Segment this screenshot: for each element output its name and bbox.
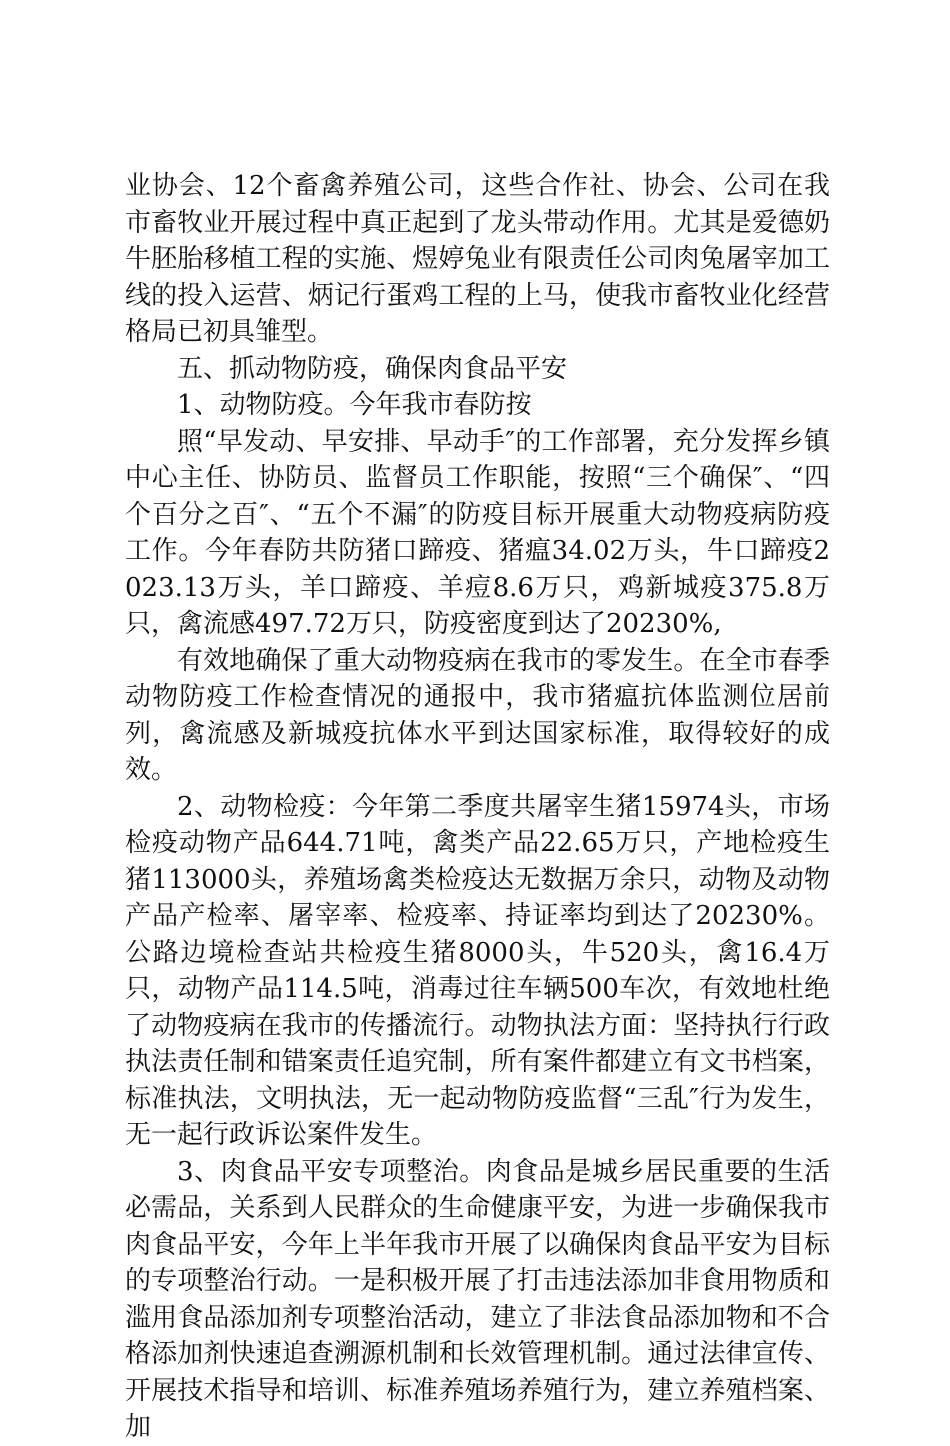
paragraph-spring-prevention: 照“早发动、早安排、早动手″的工作部署，充分发挥乡镇中心主任、协防员、监督员工作职能，按照“三个确保″、“四个百分之百″、“五个不漏″的防疫目标开展重大动物疫病防疫工作。今年春防共防猪口蹄疫、猪瘟34.02万头，牛口蹄疫2023.13万头，羊口蹄疫、羊痘8.6万只，鸡新城疫375.8万只，禽流感497.72万只，防疫密度到达了20230%, <box>125 426 830 639</box>
paragraph-meat-safety: 3、肉食品平安专项整治。肉食品是城乡居民重要的生活必需品，关系到人民群众的生命健康平安，为进一步确保我市肉食品平安，今年上半年我市开展了以确保肉食品平安为目标的专项整治行动。一是积极开展了打击违法添加非食用物质和滥用食品添加剂专项整治活动，建立了非法食品添加物和不合格添加剂快速追查溯源机制和长效管理机制。通过法律宣传、开展技术指导和培训、标准养殖场养殖行为，建立养殖档案、加 <box>125 1156 830 1442</box>
document-body <box>125 168 830 1446</box>
paragraph-animal-quarantine: 2、动物检疫：今年第二季度共屠宰生猪15974头，市场检疫动物产品644.71吨，禽类产品22.65万只，产地检疫生猪113000头，养殖场禽类检疫达无数据万余只，动物及动物产品产检率、屠宰率、检疫率、持证率均到达了20230%。公路边境检查站共检疫生猪8000头，牛520头，禽16.4万只，动物产品114.5吨，消毒过往车辆500车次，有效地杜绝了动物疫病在我市的传播流行。动物执法方面：坚持执行行政执法责任制和错案责任追究制，所有案件都建立有文书档案，标准执法，文明执法，无一起动物防疫监督“三乱″行为发生，无一起行政诉讼案件发生。 <box>125 791 830 1150</box>
section-heading-disease-prevention: 五、抓动物防疫，确保肉食品平安 <box>177 353 568 384</box>
subheading-animal-epidemic-prevention: 1、动物防疫。今年我市春防按 <box>177 390 532 420</box>
paragraph-cooperatives: 业协会、12个畜禽养殖公司，这些合作社、协会、公司在我市畜牧业开展过程中真正起到了龙头带动作用。尤其是爱德奶牛胚胎移植工程的实施、煜婷兔业有限责任公司肉兔屠宰加工线的投入运营、炳记行蛋鸡工程的上马，使我市畜牧业化经营格局已初具雏型。 <box>125 171 830 347</box>
paragraph-zero-occurrence: 有效地确保了重大动物疫病在我市的零发生。在全市春季动物防疫工作检查情况的通报中，我市猪瘟抗体监测位居前列，禽流感及新城疫抗体水平到达国家标准，取得较好的成效。 <box>125 645 830 785</box>
